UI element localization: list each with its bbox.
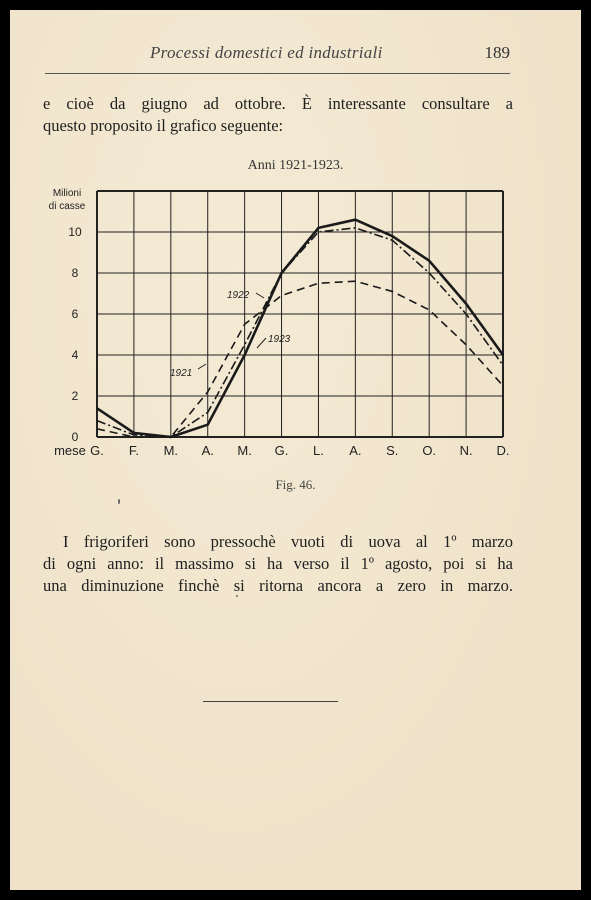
series-leader-line (198, 364, 206, 369)
series-line-1922 (97, 281, 503, 437)
page-number: 189 (484, 43, 510, 62)
y-tick-label: 4 (71, 348, 79, 362)
series-label-1923: 1923 (268, 334, 291, 345)
y-tick-label: 6 (71, 307, 79, 321)
series-line-1921 (97, 228, 503, 437)
y-axis-label: di casse (48, 201, 86, 212)
series-leader-line (257, 338, 266, 348)
series-leader-line (256, 293, 264, 298)
y-tick-label: 10 (68, 225, 82, 239)
paper-speck (118, 499, 120, 504)
x-tick-label: D. (496, 443, 510, 458)
x-tick-label: M. (237, 443, 252, 458)
x-tick-label: A. (349, 443, 362, 458)
running-title: Processi domestici ed industriali (150, 43, 383, 62)
x-axis-label: mese (54, 443, 86, 458)
y-tick-label: 2 (71, 389, 79, 403)
figure-title: Anni 1921-1923. (247, 158, 344, 173)
text-line: e cioè da giugno ad ottobre. È interessante consultare a (43, 94, 513, 113)
x-tick-label: L. (313, 443, 324, 458)
x-tick-label: G. (90, 443, 104, 458)
x-tick-label: G. (274, 443, 289, 458)
book-page (10, 10, 581, 890)
y-tick-label: 8 (71, 266, 79, 280)
x-tick-label: O. (422, 443, 437, 458)
x-tick-label: F. (128, 443, 139, 458)
text-line: di ogni anno: il massimo si ha verso il 1º agosto, poi si ha (43, 554, 513, 573)
paragraph-conclusion (43, 531, 513, 597)
series-label-1921: 1921 (170, 368, 193, 379)
text-line: questo proposito il grafico seguente: (43, 116, 284, 135)
text-line: una diminuzione finchè si ritorna ancora a zero in marzo. (43, 576, 513, 595)
x-tick-label: A. (201, 443, 214, 458)
y-tick-label: 0 (71, 430, 79, 444)
series-label-1922: 1922 (227, 290, 250, 301)
figure-caption: Fig. 46. (275, 477, 316, 492)
series-line-1923 (97, 220, 503, 437)
paper-speck (236, 595, 238, 597)
chart (10, 10, 581, 490)
y-axis-label: Milioni (52, 188, 82, 199)
x-tick-label: S. (386, 443, 399, 458)
x-tick-label: N. (459, 443, 473, 458)
x-tick-label: M. (163, 443, 179, 458)
end-rule (203, 701, 338, 702)
text-line: I frigoriferi sono pressochè vuoti di uova al 1º marzo (63, 532, 513, 551)
